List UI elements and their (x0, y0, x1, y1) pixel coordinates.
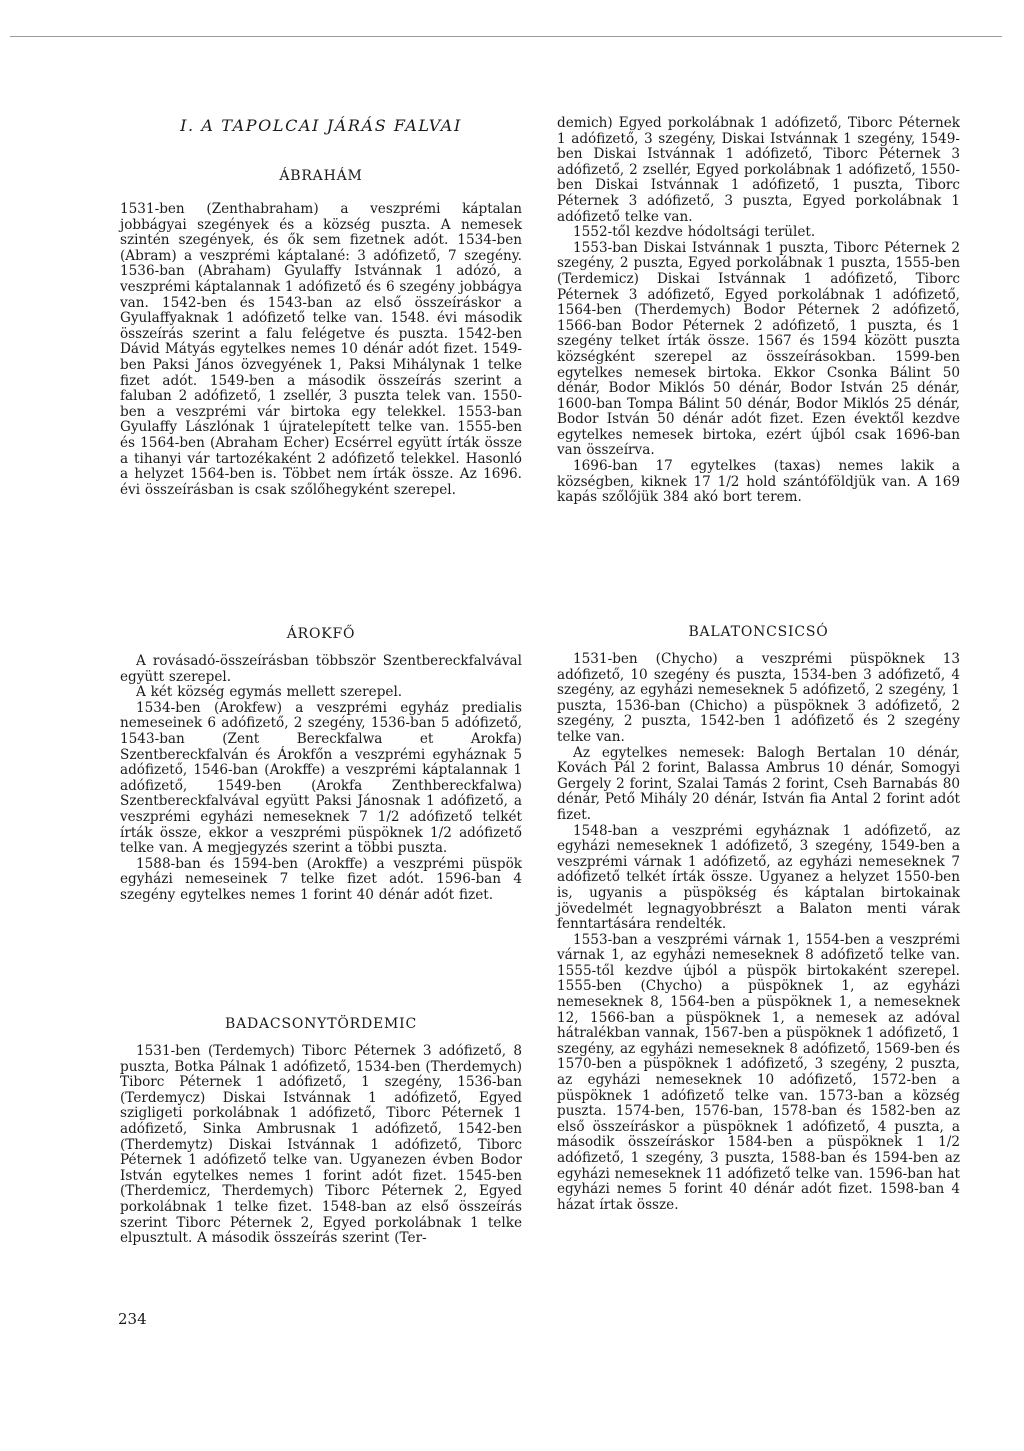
entry-heading: ÁBRAHÁM (279, 168, 363, 184)
entry-paragraph: Az egytelkes nemesek: Balogh Bertalan 10 dénár, Kovách Pál 2 forint, Balassa Ambrus 10 dénár, Somogyi Gergely 2 forint, Szalai Tamás 2 forint, Cseh Barnabás 80 dénár, Pető Mihály 20 dénár, István fia Antal 2 forint adót fizet. (557, 744, 960, 823)
entry-paragraph: A két község egymás mellett szerepel. (136, 684, 403, 701)
entry-paragraph: 1553-ban Diskai Istvánnak 1 puszta, Tiborc Péternek 2 szegény, 2 puszta, Egyed porkolábnak 1 puszta, 1555-ben (Terdemicz) Diskai Istvánnak 1 adófizető, Tiborc Péternek 3 adófizető, Egyed porkolábnak 1 adófizető, 1564-ben (Therdemych) Bodor Péternek 2 adófizető, 1566-ban Bodor Péternek 2 adófizető, 1 puszta, és 1 szegény telket írták össze. 1567 és 1594 között puszta községként szerepel az összeírásokban. 1599-ben egytelkes nemesek birtoka. Ekkor Csonka Bálint 50 dénár, Bodor Miklós 50 dénár, Bodor István 25 dénár, 1600-ban Tompa Bálint 50 dénár, Bodor Miklós 25 dénár, Bodor István 50 dénár adót fizet. Ezen évektől kezdve egytelkes nemesek birtoka, ezért újból csak 1696-ban van összeírva. (557, 239, 960, 459)
entry-paragraph: 1553-ban a veszprémi várnak 1, 1554-ben a veszprémi várnak 1, az egyházi nemeseknek 8 adófizető telke van. 1555-től kezdve újból a püspök birtokaként szerepel. 1555-ben (Chycho) a püspöknek 1, az egyházi nemeseknek 8, 1564-ben a püspöknek 1, a nemeseknek 12, 1566-ban a püspöknek 1, a nemesek az adóval hátralékban vannak, 1567-ben a püspöknek 1 adófizető, 1 szegény, az egyházi nemeseknek 8 adófizető, 1569-ben és 1570-ben a püspöknek 1 adófizető, 3 szegény, 2 puszta, az egyházi nemeseknek 10 adófizető, 1572-ben a püspöknek 1 adófizető telke van. 1573-ban a község puszta. 1574-ben, 1576-ban, 1578-ban és 1582-ben az első összeíráskor a püspöknek 1 adófizető, 4 puszta, a második összeíráskor 1584-ben a püspöknek 1 1/2 adófizető, 1 szegény, 3 puszta, 1588-ban és 1594-ben az egyházi nemeseknek 11 adófizető telke van. 1596-ban hat egyházi nemes 5 forint 40 dénár adót fizet. 1598-ban 4 házat írtak össze. (557, 931, 960, 1213)
entry-badacsonytordemic-continued (557, 116, 960, 506)
entry-paragraph: A rovásadó-összeírásban többször Szentbereckfalvával együtt szerepel. (120, 653, 522, 685)
entry-heading: BADACSONYTÖRDEMIC (225, 1016, 417, 1032)
entry-paragraph: demich) Egyed porkolábnak 1 adófizető, Tiborc Péternek 1 adófizető, 3 szegény, Diskai Istvánnak 1 szegény, 1549-ben Diskai Istvánnak 1 adófizető, Tiborc Péternek 3 adófizető, 2 zsellér, Egyed porkolábnak 1 adófizető, 1550-ben Diskai Istvánnak 1 adófizető, 1 puszta, Tiborc Péternek 3 adófizető, 3 puszta, Egyed porkolábnak 1 adófizető telke van. (557, 115, 960, 225)
entry-balatoncsicso (557, 624, 960, 1213)
entry-paragraph: 1696-ban 17 egytelkes (taxas) nemes lakik a községben, kiknek 17 1/2 hold szántóföldjük van. A 169 kapás szőlőjük 384 akó bort terem. (557, 458, 960, 506)
chapter-heading-block (120, 116, 522, 135)
entry-paragraph: 1548-ban a veszprémi egyháznak 1 adófizető, az egyházi nemeseknek 1 adófizető, 3 szegény, 1549-ben a veszprémi várnak 1 adófizető, az egyházi nemeseknek 7 adófizető telkét írták össze. Ugyanez a helyzet 1550-ben is, ugyanis a püspökség és káptalan birtokainak jövedelmét legnagyobbrészt a Balaton menti várak fenntartására rendelték. (557, 822, 960, 933)
entry-paragraph: 1531-ben (Zenthabraham) a veszprémi káptalan jobbágyai szegények és a község puszta. A nemesek szintén szegények, és ők sem fizetnek adót. 1534-ben (Abram) a veszprémi káptalané: 3 adófizető, 7 szegény. 1536-ban (Abraham) Gyulaffy Istvánnak 1 adózó, a veszprémi káptalannak 1 adófizető és 6 szegény jobbágya van. 1542-ben és 1543-ban az első összeíráskor a Gyulaffyaknak 1 adófizető telke van. 1548. évi második összeírás szerint a falu felégetve és puszta. 1542-ben Dávid Mátyás egytelkes nemes 10 dénár adót fizet. 1549-ben Paksi János özvegyének 1, Paksi Mihálynak 1 telke fizet adót. 1549-ben a második összeírás szerint a faluban 2 adófizető, 1 zsellér, 3 puszta telek van. 1550-ben a veszprémi vár birtoka egy telekkel. 1553-ban Gyulaffy Lászlónak 1 újratelepített telke van. 1555-ben és 1564-ben (Abraham Echer) Ecsérrel együtt írták össze a tihanyi vár tartozékaként 2 adófizető telekkel. Hasonló a helyzet 1564-ben is. Többet nem írták össze. Az 1696. évi összeírásban is csak szőlőhegyként szerepel. (120, 201, 522, 498)
entry-paragraph: 1531-ben (Chycho) a veszprémi püspöknek 13 adófizető, 10 szegény és puszta, 1534-ben 3 adófizető, 4 szegény, az egyházi nemeseknek 5 adófizető, 2 szegény, 1 puszta, 1536-ban (Chicho) a püspöknek 3 adófizető, 2 szegény, 2 puszta, 1542-ben 1 adófizető és 2 szegény telke van. (557, 651, 960, 745)
entry-heading: ÁROKFŐ (286, 626, 356, 642)
entry-abraham (120, 168, 522, 498)
entry-arokfo (120, 626, 522, 904)
entry-paragraph: 1534-ben (Arokfew) a veszprémi egyház predialis nemeseinek 6 adófizető, 2 szegény, 1536-ban 5 adófizető, 1543-ban (Zent Bereckfalwa et Arokfa) Szentbereckfalván és Árokfőn a veszprémi egyháznak 5 adófizető, 1546-ban (Arokffe) a veszprémi káptalannak 1 adófizető, 1549-ben (Arokfa Zenthbereckfalwa) Szentbereckfalvával együtt Paksi Jánosnak 1 adófizető, a veszprémi egyházi nemeseknek 7 1/2 adófizető telkét írták össze, ekkor a veszprémi püspöknek 1/2 adófizető telke van. A megjegyzés szerint a többi puszta. (120, 699, 522, 857)
page-number: 234 (118, 1310, 147, 1328)
chapter-title: I. A TAPOLCAI JÁRÁS FALVAI (180, 116, 462, 135)
top-rule (10, 36, 1002, 37)
entry-badacsonytordemic (120, 1016, 522, 1247)
entry-paragraph: 1552-től kezdve hódoltsági terület. (573, 224, 816, 241)
entry-heading: BALATONCSICSÓ (688, 624, 829, 640)
entry-paragraph: 1531-ben (Terdemych) Tiborc Péternek 3 adófizető, 8 puszta, Botka Pálnak 1 adófizető, 1534-ben (Therdemych) Tiborc Péternek 1 adófizető, 1 szegény, 1536-ban (Terdemycz) Diskai Istvánnak 1 adófizető, Egyed szigligeti porkolábnak 1 adófizető, Tiborc Péternek 1 adófizető, Sinka Ambrusnak 1 adófizető, 1542-ben (Therdemytz) Diskai Istvánnak 1 adófizető, Tiborc Péternek 1 adófizető telke van. Ugyanezen évben Bodor István egytelkes nemes 1 forint adót fizet. 1545-ben (Therdemicz, Therdemych) Tiborc Péternek 2, Egyed porkolábnak 1 telke fizet. 1548-ban az első összeírás szerint Tiborc Péternek 2, Egyed porkolábnak 1 telke elpusztult. A második összeírás szerint (Ter- (120, 1043, 522, 1247)
entry-paragraph: 1588-ban és 1594-ben (Arokffe) a veszprémi püspök egyházi nemeseinek 7 telke fizet adót. 1596-ban 4 szegény egytelkes nemes 1 forint 40 dénár adót fizet. (120, 855, 522, 903)
